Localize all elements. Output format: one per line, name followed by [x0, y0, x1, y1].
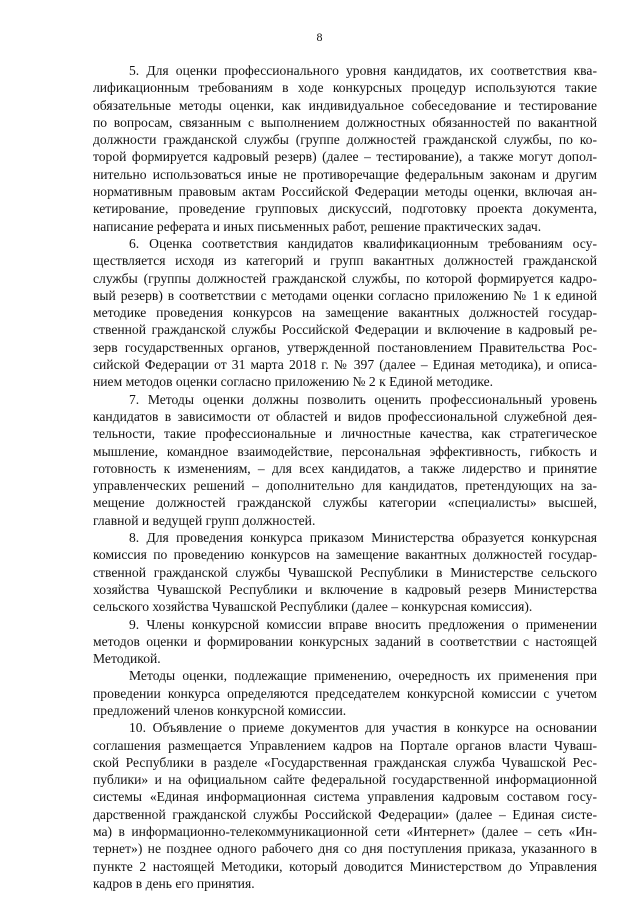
text-line: Методикой. [93, 651, 161, 667]
text-line: соглашения размещается Управлением кадров на Портале органов власти Чуваш- [93, 737, 597, 753]
text-line: Методы оценки, подлежащие применению, очередность их применения при [129, 668, 597, 684]
text-line: управленческих решений – дополнительно для кандидатов, претендующих на за- [93, 478, 597, 494]
text-line: 8. Для проведения конкурса приказом Министерства образуется конкурсная [129, 530, 597, 546]
text-line: готовность к изменениям, – для всех кандидатов, а также лидерство и принятие [93, 460, 597, 476]
text-line: предложений членов конкурсной комиссии. [93, 702, 347, 718]
text-line: главной и ведущей групп должностей. [93, 512, 316, 528]
text-line: 5. Для оценки профессионального уровня кандидатов, их соответствия ква- [129, 63, 597, 78]
text-line: кетирование, проведение групповых дискуссий, подготовку проекта документа, [93, 201, 597, 217]
text-line: написание реферата и иных письменных работ, решение практических задач. [93, 218, 542, 234]
paragraph-p8 [93, 529, 597, 615]
text-line: вый резерв) в соответствии с методами оценки согласно приложению № 1 к единой [93, 287, 597, 303]
text-line: 7. Методы оценки должны позволить оценить профессиональный уровень [129, 391, 597, 407]
text-line: хозяйства Чувашской Республики и включение в кадровый резерв Министерства [93, 581, 597, 597]
paragraph-p6 [93, 235, 597, 391]
text-line: обязательные методы оценки, как индивидуальное собеседование и тестирование [93, 97, 597, 113]
text-line: ществляется исходя из категорий и групп вакантных должностей гражданской [93, 253, 597, 269]
text-line: дарственной гражданской службы Российской Федерации» (далее – Единая систе- [93, 806, 597, 822]
text-line: нормативным правовым актам Российской Федерации методы оценки, включая ан- [93, 184, 597, 200]
text-line: нительно использоваться иные не противоречащие федеральным законам и другим [93, 166, 597, 182]
text-line: системы «Единая информационная система управления кадровым составом госу- [93, 789, 597, 805]
page-number: 8 [316, 30, 323, 44]
paragraph-p5 [93, 62, 597, 235]
text-line: ственной гражданской службы Российской Федерации и включение в кадровый ре- [93, 322, 597, 338]
text-line: торой формируется кадровый резерв) (далее – тестирование), а также могут допол- [93, 149, 597, 165]
text-line: методов оценки и формировании конкурсных заданий в соответствии с настоящей [93, 633, 597, 649]
text-line: проведении конкурса определяются председателем конкурсной комиссии с учетом [93, 685, 597, 701]
text-line: тернет») не позднее одного рабочего дня со дня поступления приказа, указанного в [93, 841, 597, 857]
text-line: нием методов оценки согласно приложению № 2 к Единой методике. [93, 374, 494, 390]
text-line: мышление, командное взаимодействие, персональная эффективность, гибкость и [93, 443, 597, 459]
text-line: тельности, такие профессиональные и личностные качества, как стратегическое [93, 426, 597, 442]
text-line: сельского хозяйства Чувашской Республики (далее – конкурсная комиссия). [93, 599, 533, 615]
text-line: кадров в день его принятия. [93, 875, 255, 891]
text-line: ственной гражданской службы Чувашской Республики в Министерстве сельского [93, 564, 597, 580]
document-body [93, 62, 597, 892]
text-line: публики» и на официальном сайте федеральной государственной информационной [93, 772, 597, 788]
text-line: службы (группы должностей гражданской службы, по которой формируется кадро- [93, 270, 597, 286]
paragraph-p9 [93, 616, 597, 668]
text-line: 9. Члены конкурсной комиссии вправе вносить предложения о применении [129, 616, 597, 632]
text-line: должности гражданской службы (группе должностей гражданской службы, по ко- [93, 132, 597, 148]
text-line: по вопросам, связанным с выполнением должностных обязанностей по вакантной [93, 114, 597, 130]
text-line: сийской Федерации от 31 марта 2018 г. № 397 (далее – Единая методика), и описа- [93, 357, 597, 373]
paragraph-p9b [93, 667, 597, 719]
text-line: кандидатов в зависимости от областей и видов профессиональной служебной дея- [93, 408, 597, 424]
text-line: 6. Оценка соответствия кандидатов квалификационным требованиям осу- [129, 235, 597, 251]
text-line: 10. Объявление о приеме документов для участия в конкурсе на основании [129, 720, 597, 736]
text-line: пункте 2 настоящей Методики, который доводится Министерством до Управления [93, 858, 597, 874]
paragraph-p10 [93, 719, 597, 892]
text-line: лификационным требованиям в ходе конкурсных процедур используются такие [93, 80, 597, 96]
text-line: комиссия по проведению конкурсов на замещение вакантных должностей государ- [93, 547, 597, 563]
text-line: ской Республики в разделе «Государственная гражданская служба Чувашской Рес- [93, 754, 597, 770]
paragraph-p7 [93, 391, 597, 529]
text-line: зерв государственных органов, утвержденной постановлением Правительства Рос- [93, 339, 597, 355]
text-line: ма) в информационно-телекоммуникационной сети «Интернет» (далее – сеть «Ин- [93, 824, 597, 840]
text-line: мещение должностей гражданской службы категории «специалисты» высшей, [93, 495, 597, 511]
text-line: методике проведения конкурсов на замещение вакантных должностей государ- [93, 305, 597, 321]
